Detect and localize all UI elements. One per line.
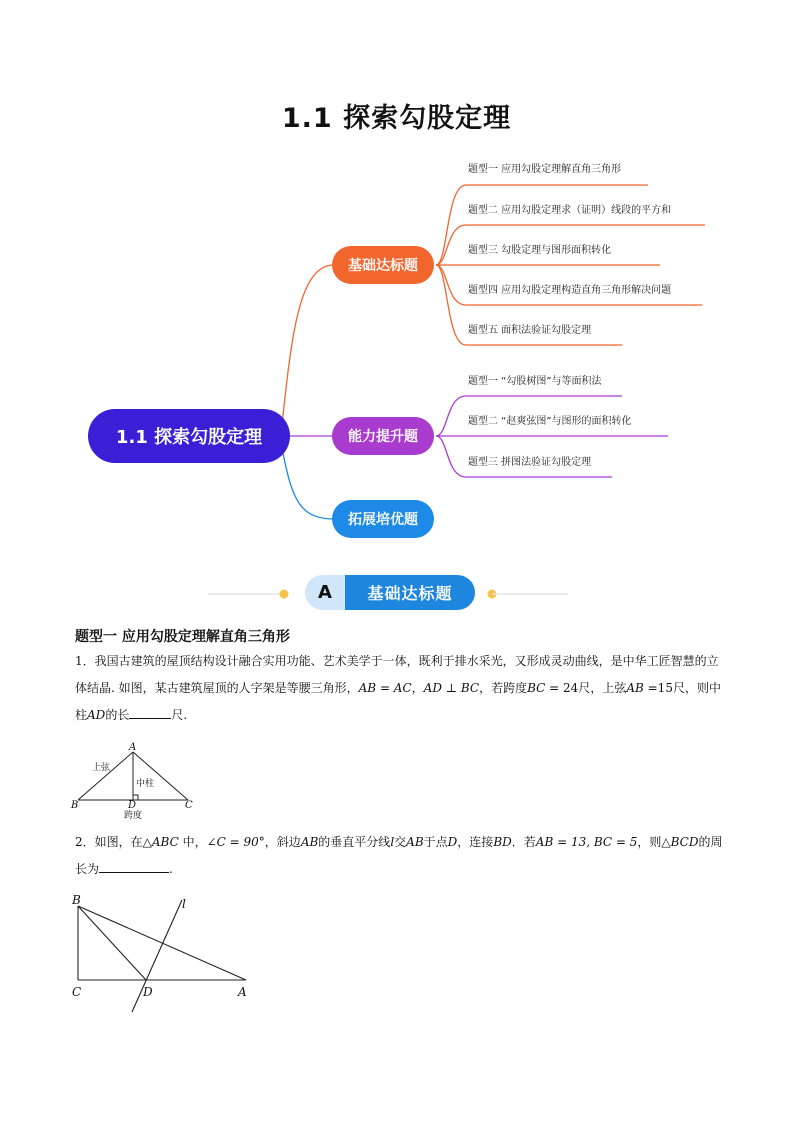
q2-fig-label-d: D [143, 985, 153, 999]
q2-text: 交 [394, 835, 407, 849]
leaf-basic-2: 题型二 应用勾股定理求（证明）线段的平方和 [468, 205, 672, 216]
q2-text: 的周长为 [75, 835, 723, 876]
q1-text: =15尺，则中柱 [75, 681, 721, 722]
q1-fig-label-c: C [185, 800, 193, 811]
question-2 [75, 829, 725, 883]
q2-math: AB [406, 835, 424, 849]
divider-dot-left [280, 590, 289, 599]
leaf-basic-3: 题型三 勾股定理与图形面积转化 [468, 245, 612, 256]
q2-math: AB [300, 835, 319, 849]
q2-text: ．若 [511, 835, 536, 849]
q2-text: 中， [178, 835, 207, 849]
q2-text: ，斜边 [264, 835, 301, 849]
q1-math: AB = AC [358, 681, 412, 695]
q1-text: 尺. [171, 708, 188, 722]
q2-text: 于点 [423, 835, 448, 849]
type-heading: 题型一 应用勾股定理解直角三角形 [75, 629, 290, 645]
mindmap-root: 1.1 探索勾股定理 [88, 409, 290, 463]
q1-math: AD [87, 708, 106, 722]
q2-fig-label-c: C [72, 985, 82, 999]
q2-math: AB = 13, BC = 5 [535, 835, 638, 849]
leaf-basic-5: 题型五 面积法验证勾股定理 [468, 325, 592, 336]
branch-advanced: 能力提升题 [332, 417, 434, 455]
question-1 [75, 648, 725, 729]
q2-text: ，连接 [457, 835, 494, 849]
q1-math: AD ⊥ BC [423, 681, 480, 695]
q1-text: ，若跨度 [479, 681, 528, 695]
branch-basic: 基础达标题 [332, 246, 434, 284]
q1-text: ， [411, 681, 424, 695]
q2-math: ∠C = 90° [206, 835, 265, 849]
q1-text: 的长 [105, 708, 130, 722]
leaf-basic-1: 题型一 应用勾股定理解直角三角形 [468, 164, 622, 175]
q1-math: BC [527, 681, 546, 695]
q2-answer-blank[interactable] [99, 858, 169, 873]
q1-fig-mid-post: 中柱 [136, 779, 155, 789]
leaf-advanced-3: 题型三 拼图法验证勾股定理 [468, 457, 592, 468]
page-title: 1.1 探索勾股定理 [281, 103, 512, 134]
q1-fig-span: 跨度 [124, 811, 143, 821]
q2-math: BCD [670, 835, 699, 849]
q2-text: 的垂直平分线 [318, 835, 391, 849]
q2-figure [66, 890, 266, 1020]
section-label: 基础达标题 [345, 575, 475, 610]
q1-fig-label-b: B [71, 800, 79, 811]
section-letter: A [305, 575, 345, 610]
q1-text: 我国古建筑的屋顶结构设计融合实用功能、艺术美学于一体，既利于排水采光，又形成灵动曲线，是中华工匠智慧的立体结晶. 如图，某古建筑屋顶的人字架是等腰三角形， [75, 654, 719, 695]
q1-number: 1． [75, 654, 95, 668]
q2-text: ，则△ [637, 835, 671, 849]
q1-fig-upper-chord: 上弦 [92, 763, 111, 773]
branch-extension: 拓展培优题 [332, 500, 434, 538]
q1-fig-label-a: A [129, 742, 137, 753]
q2-math: l [390, 835, 395, 849]
section-header [305, 575, 475, 610]
q2-fig-label-b: B [72, 893, 81, 907]
q2-math: ABC [151, 835, 179, 849]
q2-math: D [447, 835, 458, 849]
q2-fig-label-a: A [238, 985, 247, 999]
q1-figure [68, 740, 208, 822]
q2-text: 如图，在△ [94, 835, 152, 849]
q1-fig-label-d: D [128, 800, 137, 811]
q2-fig-label-l: l [182, 897, 186, 911]
leaf-advanced-1: 题型一 “勾股树图”与等面积法 [468, 376, 602, 387]
leaf-advanced-2: 题型二 “赵爽弦图”与图形的面积转化 [468, 416, 632, 427]
leaf-basic-4: 题型四 应用勾股定理构造直角三角形解决问题 [468, 285, 672, 296]
q2-math: BD [493, 835, 512, 849]
q2-number: 2． [75, 835, 95, 849]
q1-text: = 24尺，上弦 [545, 681, 627, 695]
q1-math: AB [626, 681, 644, 695]
q2-text: . [169, 862, 173, 876]
q1-answer-blank[interactable] [129, 704, 171, 719]
